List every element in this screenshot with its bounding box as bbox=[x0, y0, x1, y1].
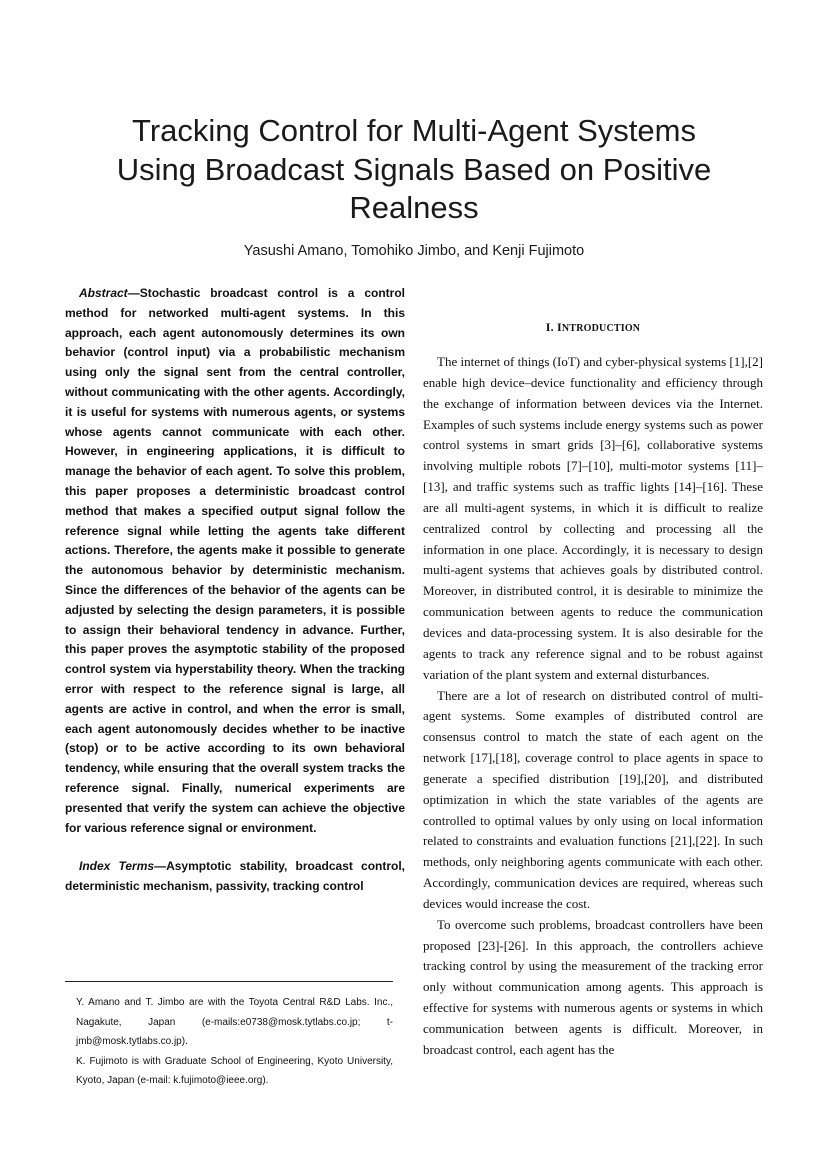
footnotes bbox=[76, 993, 393, 1091]
title-line: Realness bbox=[349, 190, 479, 225]
section-initial: I bbox=[557, 320, 562, 334]
body-paragraph: To overcome such problems, broadcast controllers have been proposed [23]-[26]. In this approach, the controllers achieve tracking control by using the measurement of the tracking error only without communication among agents. This approach is effective for systems with numerous agents or systems in which communication between agents is difficult. Moreover, in broadcast control, each agent has the bbox=[423, 916, 763, 1057]
section-title-rest: NTRODUCTION bbox=[561, 323, 641, 334]
index-terms-text: Asymptotic stability, broadcast control, deterministic mechanism, passivity, tracking control bbox=[65, 859, 406, 894]
title-line: Tracking Control for Multi-Agent Systems bbox=[132, 113, 696, 148]
paper-title bbox=[40, 112, 788, 228]
body-paragraph: There are a lot of research on distributed control of multi-agent systems. Some examples of distributed control are consensus control to match the state of each agent on the network [17],[18], coverage control to place agents in space to generate a specified distribution [19],[20], and distributed optimization in which the state variables of the agents are controlled to optimal values by only using on local information related to constraints and evaluation functions [21],[22]. In such methods, only neighboring agents communicate with each other. Accordingly, communication devices are required, whereas such devices would increase the cost. bbox=[423, 687, 763, 911]
section-heading bbox=[423, 318, 763, 338]
index-terms-dash: — bbox=[154, 859, 167, 874]
section-numeral: I. bbox=[545, 320, 558, 334]
abstract-dash: — bbox=[127, 286, 140, 300]
body-paragraph: The internet of things (IoT) and cyber-physical systems [1],[2] enable high device–device functionality and efficiency through the exchange of information between devices via the Internet. Examples of such systems include energy systems such as power control systems in smart grids [3]–[6], collaborative systems involving multiple robots [7]–[10], multi-motor systems [11]–[13], and traffic systems such as traffic lights [14]–[16]. These are all multi-agent systems, in which it is difficult to realize centralized control by collecting and processing all the information in one place. Accordingly, it is necessary to design multi-agent systems that achieves goals by distributed control. Moreover, in distributed control, it is desirable to minimize the communication between agents to reduce the communication devices and data-processing system. It is also desirable for the agents to track any reference signal and to be robust against variation of the plant system and external disturbances. bbox=[423, 354, 763, 682]
left-column bbox=[65, 284, 405, 897]
abstract bbox=[65, 284, 405, 838]
abstract-text: Stochastic broadcast control is a control method for networked multi-agent systems. In this approach, each agent autonomously determines its own behavior (control input) via a probabilistic mechanism using only the signal sent from the central controller, without communicating with the other agents. Accordingly, it is useful for systems with numerous agents, or systems whose agents cannot communicate with each other. However, in engineering applications, it is difficult to manage the behavior of each agent. To solve this problem, this paper proposes a deterministic broadcast control method that makes a specified output signal follow the reference signal while letting the agents take different actions. Therefore, the agents make it possible to generate the autonomous behavior by deterministic mechanism. Since the differences of the behavior of the agents can be adjusted by selecting the design parameters, it is possible to assign their behavioral tendency in advance. Further, this paper proves the asymptotic stability of the proposed control system via hyperstability theory. When the tracking error with respect to the reference signal is large, all agents are active in control, and when the error is small, each agent autonomously decides whether to be inactive (stop) or to be active according to its own behavioral tendency, while ensuring that the overall system tracks the reference signal. Finally, numerical experiments are presented that verify the system can achieve the objective for various reference signal or environment. bbox=[65, 286, 405, 835]
right-column bbox=[423, 318, 763, 1061]
footnote-affiliation: Y. Amano and T. Jimbo are with the Toyota Central R&D Labs. Inc., Nagakute, Japan (e-mails:e0738@mosk.tytlabs.co.jp; t-jmb@mosk.tytlabs.co.jp). bbox=[76, 997, 393, 1048]
author-list: Yasushi Amano, Tomohiko Jimbo, and Kenji Fujimoto bbox=[243, 243, 585, 259]
footnote-divider bbox=[65, 981, 393, 982]
footnote-affiliation: K. Fujimoto is with Graduate School of Engineering, Kyoto University, Kyoto, Japan (e-mail: k.fujimoto@ieee.org). bbox=[76, 1055, 393, 1087]
index-terms-label: Index Terms bbox=[79, 859, 155, 874]
title-line: Using Broadcast Signals Based on Positive bbox=[116, 151, 712, 187]
index-terms bbox=[65, 857, 405, 897]
abstract-label: Abstract bbox=[79, 286, 128, 300]
